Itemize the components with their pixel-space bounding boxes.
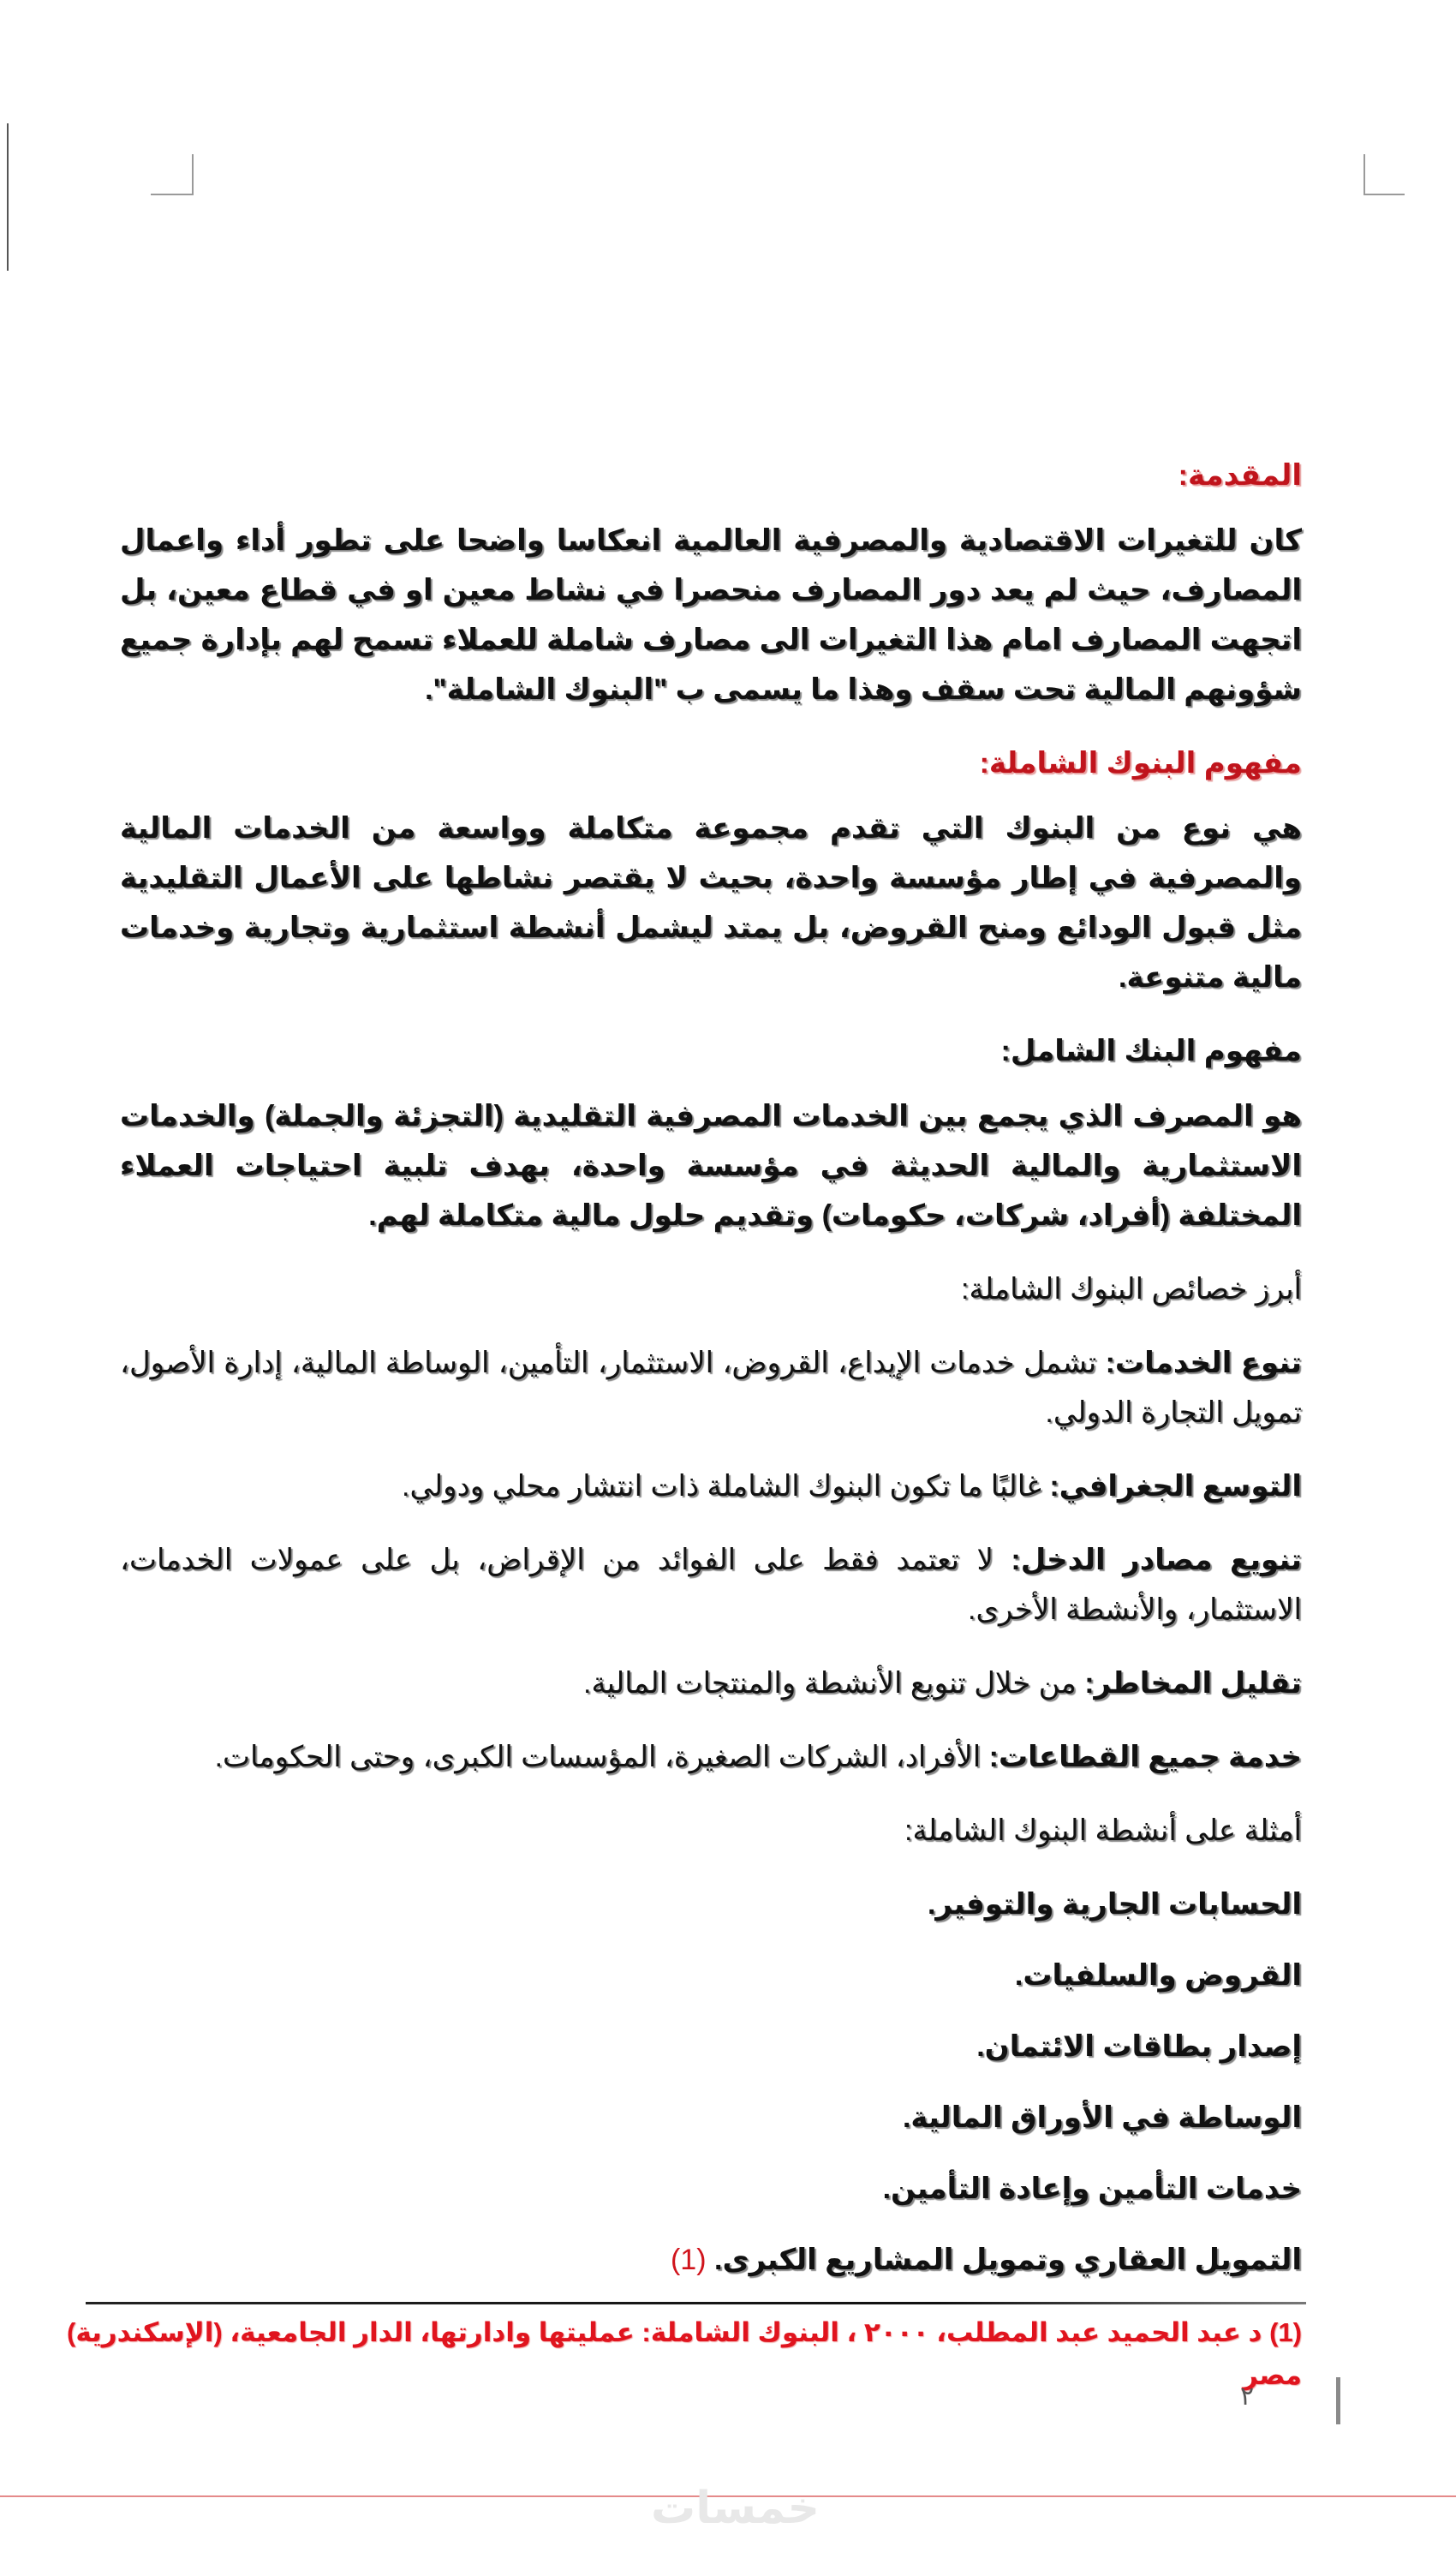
footnote-separator xyxy=(86,2302,1306,2304)
page-number: ٢ xyxy=(1240,2382,1255,2411)
concept-banks-heading: مفهوم البنوك الشاملة: xyxy=(979,747,1302,780)
feature-term: تقليل المخاطر: xyxy=(1084,1667,1302,1700)
feature-item xyxy=(120,1535,1302,1635)
example-item-text: التمويل العقاري وتمويل المشاريع الكبرى. xyxy=(714,2244,1302,2276)
feature-term: التوسع الجغرافي: xyxy=(1049,1470,1302,1503)
feature-term: خدمة جميع القطاعات: xyxy=(988,1741,1302,1773)
example-item: الوساطة في الأوراق المالية. xyxy=(902,2101,1302,2134)
feature-text: الأفراد، الشركات الصغيرة، المؤسسات الكبرى، وحتى الحكومات. xyxy=(214,1741,989,1773)
example-item: الحسابات الجارية والتوفير. xyxy=(927,1888,1302,1921)
intro-heading: المقدمة: xyxy=(1178,459,1302,492)
feature-item xyxy=(120,1659,1302,1708)
feature-item xyxy=(120,1338,1302,1437)
concept-bank-heading: مفهوم البنك الشامل: xyxy=(1000,1035,1302,1067)
intro-paragraph: كان للتغيرات الاقتصادية والمصرفية العالمية انعكاسا واضحا على تطور أداء واعمال المصارف، حيث لم يعد دور المصارف منحصرا في نشاط معين او في قطاع معين، بل اتجهت المصارف امام هذا التغيرات الى مصارف شاملة للعملاء تسمح لهم بإدارة جميع شؤونهم المالية تحت سقف وهذا ما يسمى ب "البنوك الشاملة". xyxy=(120,524,1302,706)
concept-banks-paragraph: هي نوع من البنوك التي تقدم مجموعة متكاملة وواسعة من الخدمات المالية والمصرفية في إطار مؤسسة واحدة، بحيث لا يقتصر نشاطها على الأعمال التقليدية مثل قبول الودائع ومنح القروض، بل يمتد ليشمل أنشطة استثمارية وتجارية وخدمات مالية متنوعة. xyxy=(120,812,1302,994)
features-intro: أبرز خصائص البنوك الشاملة: xyxy=(961,1273,1302,1306)
example-item: القروض والسلفيات. xyxy=(1014,1959,1302,1992)
feature-item xyxy=(120,1461,1302,1511)
feature-text: لا تعتمد فقط على الفوائد من الإقراض، بل على عمولات الخدمات، الاستثمار، والأنشطة الأخرى. xyxy=(120,1544,1302,1626)
feature-term: تنويع مصادر الدخل: xyxy=(1011,1544,1303,1576)
feature-text: من خلال تنويع الأنشطة والمنتجات المالية. xyxy=(583,1667,1085,1700)
example-item: إصدار بطاقات الائتمان. xyxy=(976,2030,1302,2063)
example-item xyxy=(120,2235,1302,2285)
footnote: (1) د عبد الحميد عبد المطلب، ٢٠٠٠ ، البنوك الشاملة: عمليتها وادارتها، الدار الجامعية، (الإسكندرية) مصر xyxy=(67,2317,1302,2390)
page-number-bar xyxy=(1336,2377,1340,2424)
feature-term: تنوع الخدمات: xyxy=(1105,1347,1302,1379)
feature-text: غالبًا ما تكون البنوك الشاملة ذات انتشار محلي ودولي. xyxy=(402,1470,1050,1503)
footnote-reference[interactable]: (1) xyxy=(670,2244,707,2276)
concept-bank-paragraph: هو المصرف الذي يجمع بين الخدمات المصرفية التقليدية (التجزئة والجملة) والخدمات الاستثمارية والمالية الحديثة في مؤسسة واحدة، بهدف تلبية احتياجات العملاء المختلفة (أفراد، شركات، حكومات) وتقديم حلول مالية متكاملة لهم. xyxy=(120,1100,1302,1232)
feature-item xyxy=(120,1732,1302,1782)
watermark-logo: خمسات xyxy=(651,2483,820,2533)
examples-intro: أمثلة على أنشطة البنوك الشاملة: xyxy=(904,1814,1302,1847)
crop-mark-top-right xyxy=(1364,154,1405,195)
feature-text: تشمل خدمات الإيداع، القروض، الاستثمار، التأمين، الوساطة المالية، إدارة الأصول، تمويل التجارة الدولي. xyxy=(120,1347,1302,1429)
example-item: خدمات التأمين وإعادة التأمين. xyxy=(882,2173,1302,2205)
page-body xyxy=(67,451,1303,2397)
crop-mark-top-left xyxy=(151,154,194,195)
margin-line xyxy=(7,123,9,271)
